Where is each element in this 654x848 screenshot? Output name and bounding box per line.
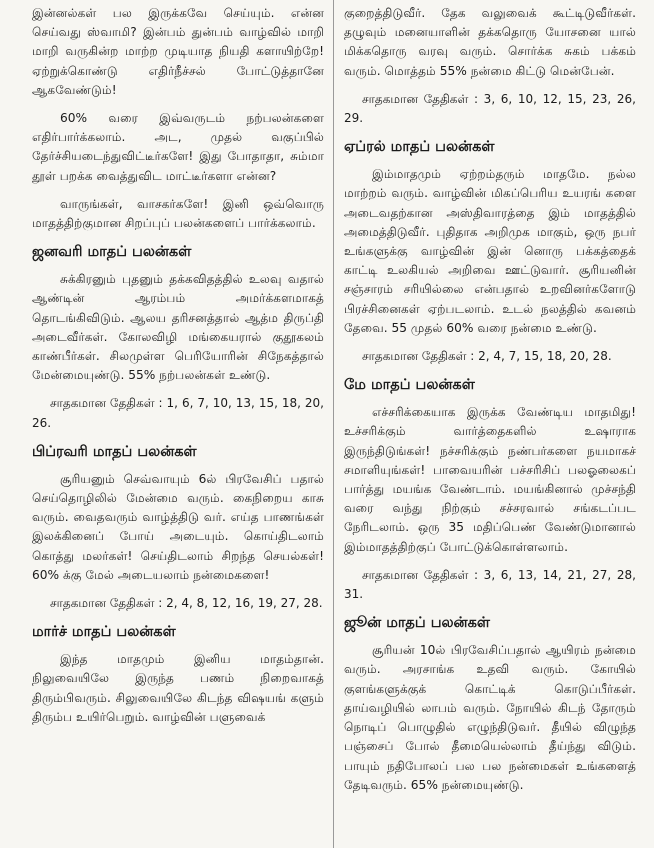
may-dates: சாதகமான தேதிகள் : 3, 6, 13, 14, 21, 27, 28, 31.: [344, 567, 636, 602]
april-heading: ஏப்ரல் மாதப் பலன்கள்: [344, 139, 495, 156]
column-divider: [333, 0, 334, 848]
june-text: சூரியன் 10ல் பிரவேசிப்பதால் ஆயிரம் நன்மை வரும். அரசாங்க உதவி வரும். கோயில் குளங்களுக்குக் கொட்டிக் கொடுப்பீர்கள். தாய்வழியில் லாபம் வரும். நோயில் கிடந் தோரும் நொடிப் பொழுதில் எழுந்திடுவர். தீயில் விழுந்த பஞ்சைப் போல் தீமையெல்லாம் தீய்ந்து விடும். பாயும் நதிபோலப் பல பல நன்மைகள் உங்களைத் தேடிவரும். 65% நன்மையுண்டு.: [344, 643, 636, 792]
march-text-continued: குறைத்திடுவீர். தேக வலுவைக் கூட்டிடுவீர்கள். தழுவும் மனையாளின் தக்கதொரு யோசனை யால் மிக்கதொரு வரவு வரும். சொர்க்க சுகம் பக்கம் வரும். மொத்தம் 55% நன்மை கிட்டு மென்பேன்.: [344, 6, 636, 78]
right-column: [344, 4, 636, 804]
may-text: எச்சரிக்கையாக இருக்க வேண்டிய மாதமிது! உச்சரிக்கும் வார்த்தைகளில் உஷாராக இருந்திடுங்கள்! நச்சரிக்கும் நண்பர்களை நயமாகச் சமாளியுங்கள்! பாவையரின் பச்சரிசிப் பலஓலைகப் பார்த்து மயங்க வேண்டாம். மயங்கினால் முச்சந்தி வரை வந்து நிற்கும் சச்சரவால் சங்கடப்பட நேரிடலாம். ஒரு 35 மதிப்பெண் வேண்டுமானால் இம்மாதத்திற்குப் போட்டுக்கொள்ளலாம்.: [344, 405, 636, 554]
march-text: இந்த மாதமும் இனிய மாதம்தான். நிலுவையிலே இருந்த பணம் நிறைவாகத் திரும்பிவரும். சிலுவையிலே கிடந்த விஷயங் களும் திரும்ப உயிர்பெறும். வாழ்வின் பளுவைக்: [32, 652, 324, 724]
february-heading: பிப்ரவரி மாதப் பலன்கள்: [32, 443, 197, 460]
intro-paragraph-2: 60% வரை இவ்வருடம் நற்பலன்களை எதிர்பார்க்கலாம். அட, முதல் வகுப்பில் தேர்ச்சியடைந்துவிட்டீர்களே! இது போதாதா, சும்மா தூள் பறக்க வைத்துவிட மாட்டீர்களா என்ன?: [32, 111, 324, 183]
left-column: [32, 4, 324, 736]
march-heading: மார்ச் மாதப் பலன்கள்: [32, 624, 176, 641]
march-dates: சாதகமான தேதிகள் : 3, 6, 10, 12, 15, 23, 26, 29.: [344, 91, 636, 126]
february-text: சூரியனும் செவ்வாயும் 6ல் பிரவேசிப் பதால் செய்தொழிலில் மேன்மை வரும். கைநிறைய காசு வரும். வைதவரும் வாழ்த்திடு வர். எய்த பாணங்கள் இலக்கினைப் போய் அடையும். கொய்திடலாம் கொத்து மலர்கள்! செய்திடலாம் சிறந்த செயல்கள்! 60% க்கு மேல் அடையலாம் நன்மைகளை!: [32, 471, 324, 582]
april-dates: சாதகமான தேதிகள் : 2, 4, 7, 15, 18, 20, 28.: [362, 349, 612, 364]
february-dates: சாதகமான தேதிகள் : 2, 4, 8, 12, 16, 19, 27, 28.: [50, 596, 323, 611]
intro-paragraph-3: வாருங்கள், வாசகர்களே! இனி ஒவ்வொரு மாதத்திற்குமான சிறப்புப் பலன்களைப் பார்க்கலாம்.: [32, 196, 324, 231]
january-dates: சாதகமான தேதிகள் : 1, 6, 7, 10, 13, 15, 18, 20, 26.: [32, 396, 324, 430]
intro-paragraph-1: இன்னல்கள் பல இருக்கவே செய்யும். என்ன செய்வது ஸ்வாமி? இன்பம் துன்பம் வாழ்வில் மாறி மாறி வருகின்ற மாற்ற முடியாத நியதி களாயிற்றே! ஏற்றுக்கொண்டு எதிர்நீச்சல் போட்டுத்தானே ஆகவேண்டும்!: [32, 6, 324, 97]
april-text: இம்மாதமும் ஏற்றம்தரும் மாதமே. நல்ல மாற்றம் வரும். வாழ்வின் மிகப்பெரிய உயரங் களை அடைவதற்கான அஸ்திவாரத்தை இம் மாதத்தில் அமைத்திடுவீர். புதிதாக அறிமுக மாகும், ஒரு நபர் உங்களுக்கு வாழ்வின் இன் னொரு பக்கத்தைக் காட்டி உலகியல் அறிவை ஊட்டுவார். சூரியனின் சஞ்சாரம் சரியில்லை என்பதால் உறவினர்களோடு பிரச்சினைகள் ஏற்படலாம். உடல் நலத்தில் கவனம் தேவை. 55 முதல் 60% வரை நன்மை உண்டு.: [344, 167, 636, 335]
january-text: சுக்கிரனும் புதனும் தக்கவிதத்தில் உலவு வதால் ஆண்டின் ஆரம்பம் அமர்க்களமாகத் தொடங்கிவிடும். ஆலய தரிசனத்தால் ஆத்ம திருப்தி அடைவீர்கள். கோலவிழி மங்கையரால் குதூகலம் காண்பீர்கள். சிலமுள்ள பெரியோரின் சிநேகத்தால் மேன்மையுண்டு. 55% நற்பலன்கள் உண்டு.: [32, 272, 324, 383]
january-heading: ஜனவரி மாதப் பலன்கள்: [32, 244, 192, 261]
may-heading: மே மாதப் பலன்கள்: [344, 377, 475, 394]
june-heading: ஜூன் மாதப் பலன்கள்: [344, 615, 490, 632]
